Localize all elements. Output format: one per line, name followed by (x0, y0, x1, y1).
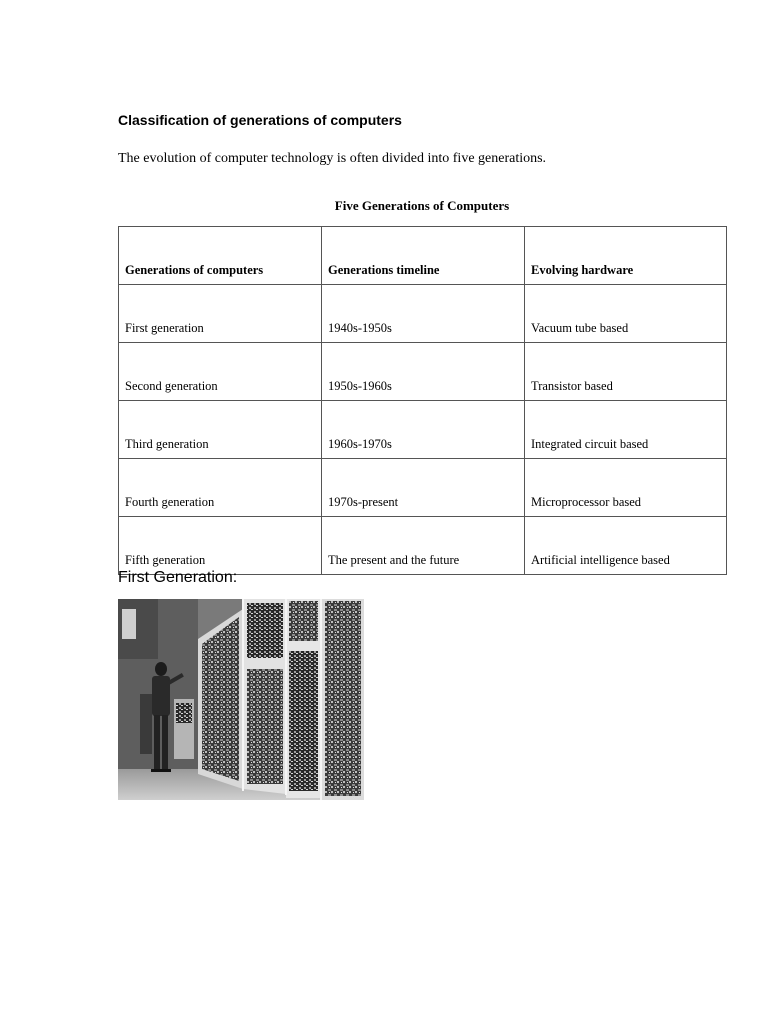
intro-paragraph: The evolution of computer technology is often divided into five generations. (118, 151, 547, 166)
table-cell: Third generation (119, 401, 322, 459)
generations-table (118, 226, 727, 575)
table-cell: Fourth generation (119, 459, 322, 517)
document-heading: Classification of generations of computers (118, 112, 402, 128)
column-header: Generations timeline (322, 227, 525, 285)
table-cell: 1960s-1970s (322, 401, 525, 459)
first-generation-computer-photo (118, 599, 364, 800)
table-cell: Fifth generation (119, 517, 322, 575)
table-cell: First generation (119, 285, 322, 343)
table-caption: Five Generations of Computers (334, 198, 510, 213)
table-row (119, 343, 727, 401)
table-cell: Second generation (119, 343, 322, 401)
table-cell: Microprocessor based (525, 459, 727, 517)
table-header-row (119, 227, 727, 285)
column-header: Generations of computers (119, 227, 322, 285)
table-row (119, 459, 727, 517)
section-title: First Generation: (118, 569, 238, 586)
table-cell: 1970s-present (322, 459, 525, 517)
table-row (119, 517, 727, 575)
table-cell: The present and the future (322, 517, 525, 575)
column-header: Evolving hardware (525, 227, 727, 285)
table-cell: Artificial intelligence based (525, 517, 727, 575)
table-cell: Vacuum tube based (525, 285, 727, 343)
table-row (119, 285, 727, 343)
table-cell: 1940s-1950s (322, 285, 525, 343)
table-cell: 1950s-1960s (322, 343, 525, 401)
table-cell: Transistor based (525, 343, 727, 401)
table-row (119, 401, 727, 459)
table-cell: Integrated circuit based (525, 401, 727, 459)
